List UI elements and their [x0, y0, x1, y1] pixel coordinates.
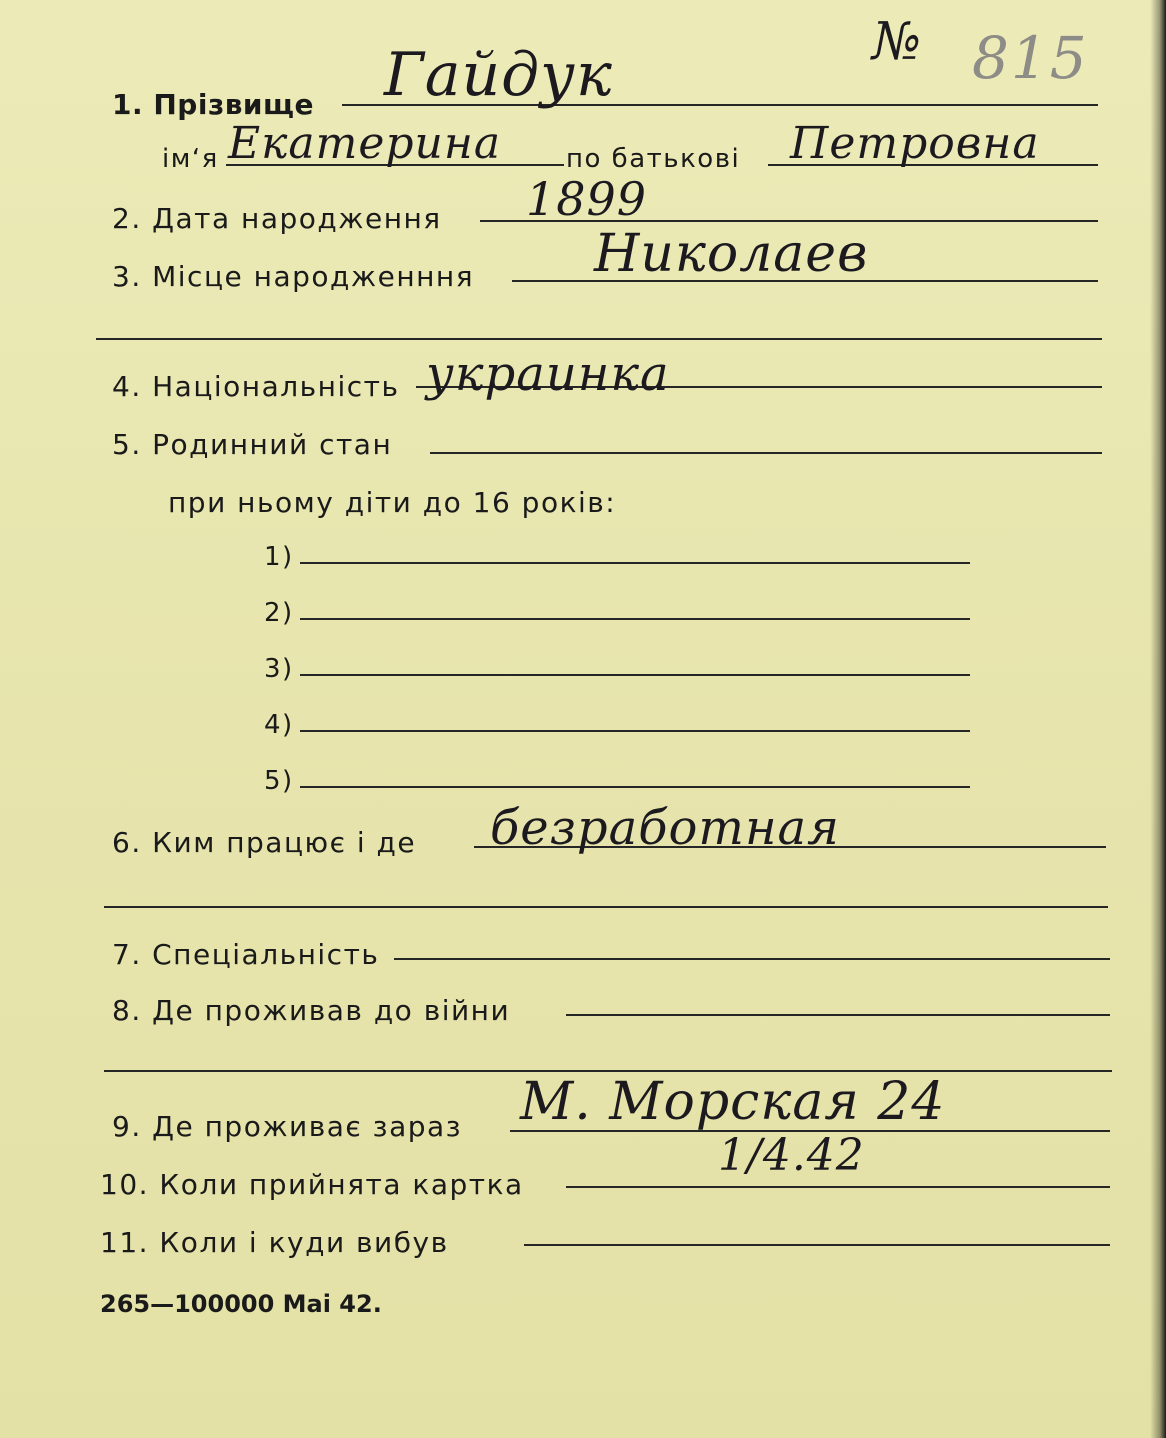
patronymic-value: Петровна — [790, 118, 1040, 169]
child-1-line — [300, 562, 970, 564]
child-5-label: 5) — [264, 766, 294, 796]
blank-line-2 — [104, 906, 1108, 908]
specialty-line — [394, 958, 1110, 960]
surname-label: 1. Прізвище — [112, 88, 314, 121]
child-2-line — [300, 618, 970, 620]
child-5-line — [300, 786, 970, 788]
birth-place-value: Николаев — [594, 224, 869, 284]
specialty-label: 7. Спеціальність — [112, 938, 380, 971]
blank-line-1 — [96, 338, 1102, 340]
patronymic-label: по батькові — [566, 144, 741, 174]
marital-status-line — [430, 452, 1102, 454]
birth-date-value: 1899 — [526, 172, 648, 226]
card-accepted-value: 1/4.42 — [718, 1130, 865, 1181]
departure-line — [524, 1244, 1110, 1246]
occupation-label: 6. Ким працює і де — [112, 826, 417, 859]
child-3-line — [300, 674, 970, 676]
children-label: при ньому діти до 16 років: — [168, 486, 617, 519]
nationality-label: 4. Національність — [112, 370, 400, 403]
card-number: 815 — [972, 24, 1089, 92]
marital-status-label: 5. Родинний стан — [112, 428, 393, 461]
departure-label: 11. Коли і куди вибув — [100, 1226, 449, 1259]
child-3-label: 3) — [264, 654, 294, 684]
child-1-label: 1) — [264, 542, 294, 572]
current-residence-label: 9. Де проживає зараз — [112, 1110, 463, 1143]
nationality-value: украинка — [426, 346, 670, 402]
prewar-residence-line — [566, 1014, 1110, 1016]
child-4-label: 4) — [264, 710, 294, 740]
current-residence-value: М. Морская 24 — [520, 1072, 946, 1132]
prewar-residence-label: 8. Де проживав до війни — [112, 994, 511, 1027]
first-name-value: Екатерина — [228, 118, 502, 169]
card-accepted-label: 10. Коли прийнята картка — [100, 1168, 524, 1201]
number-sign: № — [872, 12, 923, 72]
child-2-label: 2) — [264, 598, 294, 628]
child-4-line — [300, 730, 970, 732]
card-accepted-line — [566, 1186, 1110, 1188]
surname-value: Гайдук — [384, 40, 613, 110]
birth-place-label: 3. Місце народженння — [112, 260, 475, 293]
birth-date-label: 2. Дата народження — [112, 202, 442, 235]
first-name-label: ім‘я — [162, 144, 219, 174]
print-code: 265—100000 Mai 42. — [100, 1290, 382, 1318]
occupation-value: безработная — [490, 800, 840, 856]
